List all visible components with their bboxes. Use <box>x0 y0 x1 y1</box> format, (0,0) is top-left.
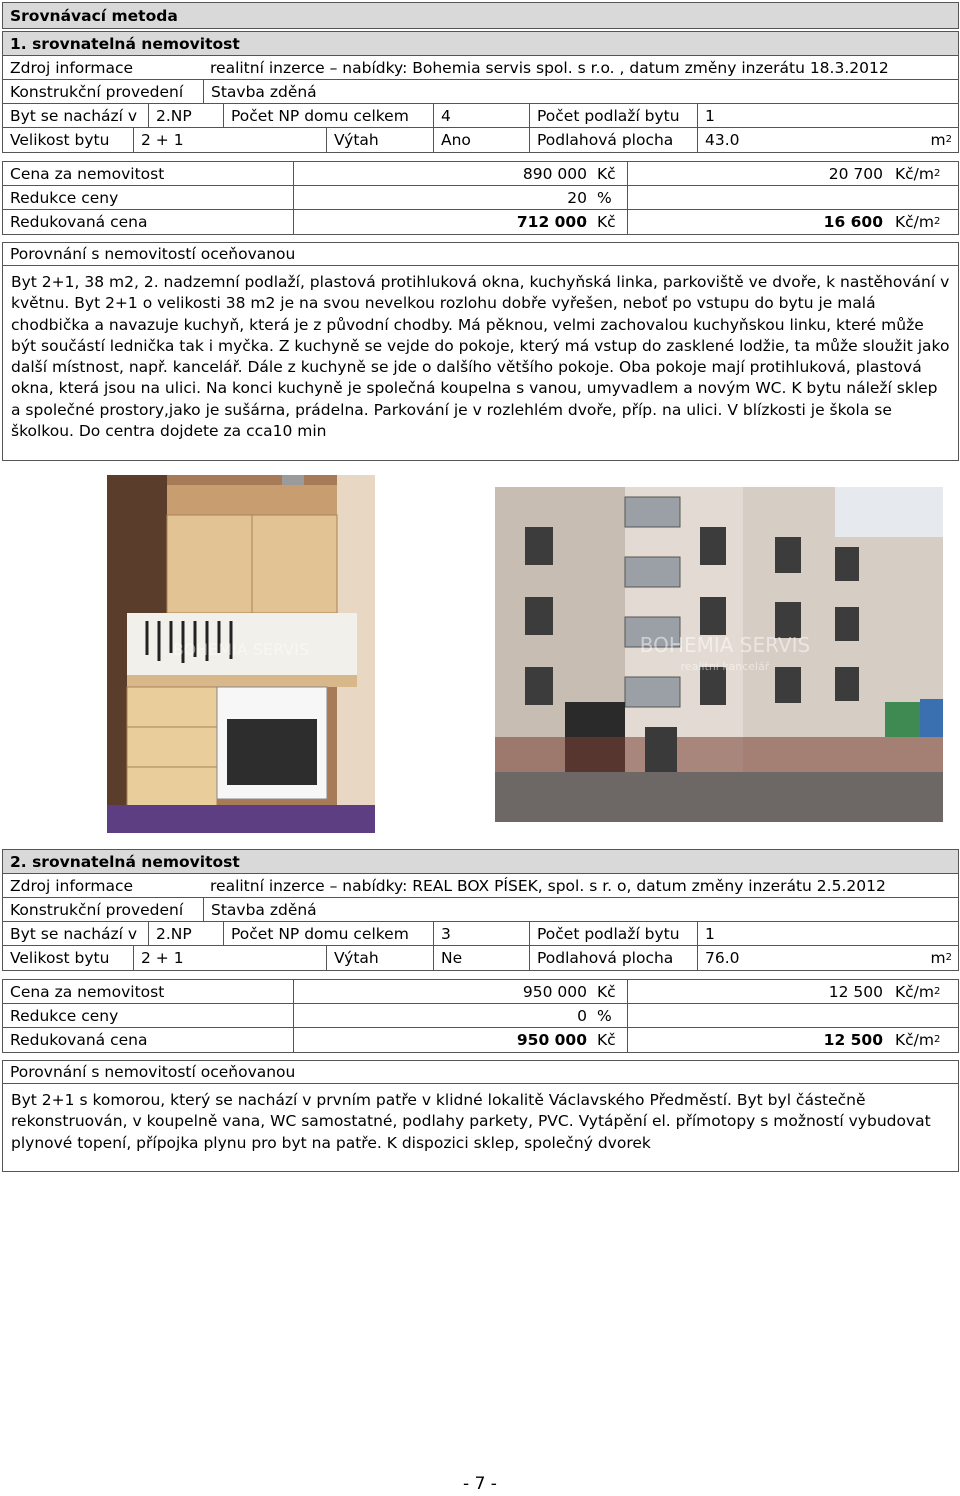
percent-label: % <box>597 188 612 207</box>
property-2-price-per-m2: 12 500 <box>627 980 889 1003</box>
property-1-reduced-price: 712 000 <box>293 210 593 234</box>
percent-label: % <box>597 1006 612 1025</box>
property-1-size-row <box>2 128 959 153</box>
comparison-label: Porovnání s nemovitostí oceňovanou <box>10 245 296 263</box>
comparison-label: Porovnání s nemovitostí oceňovanou <box>10 1063 296 1081</box>
property-1-title-row <box>2 31 959 56</box>
property-1-reduced-price-per-m2: 16 600 <box>627 210 889 234</box>
currency-label: Kč <box>597 164 616 183</box>
construction-label: Konstrukční provedení <box>10 82 184 101</box>
property-1-source: realitní inzerce – nabídky: Bohemia servis spol. s r.o. , datum změny inzerátu 18.3.2012 <box>210 58 889 77</box>
property-1-description-text: Byt 2+1, 38 m2, 2. nadzemní podlaží, plastová protihluková okna, kuchyňská linka, parkoviště ve dvoře, k nastěhování v květnu. Byt 2+1 o velikosti 38 m2 je na svou nevelkou rozlohu dobře vyřešen, neboť po vstupu do bytu je malá chodbička a navazuje kuchyň, která je z původní chodby. Má pěknou, velmi zachovalou kuchyňskou linku, které může být součástí lednička tak i myčka. Z kuchyně se vejde do pokoje, který má vstup do zasklené lodžie, ta může sloužit jako další místnost, např. kancelář. Dále z kuchyně se jde o dalšího většího pokoje. Oba pokoje mají protihluková, plastová okna, která jsou na ulici. Na konci kuchyně je společná koupelna s vanou, umyvadlem a novým WC. K bytu náleží sklep a společné prostory,jako je sušárna, prádelna. Parkování je v rozlehlém dvoře, příp. na ulici. V blízkosti je škola se školkou. Do centra dojdete za cca10 min <box>11 273 950 441</box>
property-2-comparison-row <box>2 1060 959 1084</box>
per-m2-unit: Kč/m 2 <box>895 982 941 1001</box>
property-2-reduction: 0 <box>293 1004 593 1027</box>
property-1-source-row <box>2 56 959 80</box>
property-2-construction: Stavba zděná <box>203 898 323 921</box>
property-2-size-row <box>2 946 959 971</box>
per-m2-unit: Kč/m 2 <box>895 164 941 183</box>
property-2-title-row <box>2 849 959 874</box>
property-2-size: 2 + 1 <box>133 946 326 970</box>
floors-total-label: Počet NP domu celkem <box>223 104 433 127</box>
apartment-floors-label: Počet podlaží bytu <box>529 104 697 127</box>
property-2-construction-row <box>2 898 959 922</box>
reduced-price-label: Redukovaná cena <box>10 1031 148 1049</box>
property-1-description <box>2 266 959 461</box>
floor-located-label: Byt se nachází v <box>10 106 138 125</box>
property-1-floor-area: 43.0 <box>697 128 857 152</box>
area-unit: m 2 <box>930 949 952 967</box>
property-2-floor-area: 76.0 <box>697 946 857 970</box>
property-2-description <box>2 1084 959 1172</box>
property-2-title: 2. srovnatelná nemovitost <box>10 852 240 871</box>
property-1-title: 1. srovnatelná nemovitost <box>10 34 240 53</box>
property-1-construction: Stavba zděná <box>203 80 323 103</box>
property-2-floor-located: 2.NP <box>148 922 223 945</box>
property-2-reduced-price: 950 000 <box>293 1028 593 1052</box>
price-label: Cena za nemovitost <box>10 982 165 1001</box>
property-1-price: 890 000 <box>293 162 593 185</box>
property-1-reduction-row <box>2 186 959 210</box>
method-title: Srovnávací metoda <box>10 6 178 25</box>
property-1-size: 2 + 1 <box>133 128 326 152</box>
kitchen-photo <box>107 475 375 833</box>
size-label: Velikost bytu <box>10 949 110 967</box>
property-2-source: realitní inzerce – nabídky: REAL BOX PÍSEK, spol. s r. o, datum změny inzerátu 2.5.2012 <box>210 876 886 895</box>
size-label: Velikost bytu <box>10 131 110 149</box>
kitchen-photo-watermark: BOHEMIA SERVIS <box>172 640 310 659</box>
empty-cell <box>627 1004 958 1027</box>
reduced-price-label: Redukovaná cena <box>10 213 148 231</box>
building-photo <box>495 487 943 822</box>
per-m2-unit: Kč/m 2 <box>895 213 941 231</box>
property-2-elevator: Ne <box>433 946 529 970</box>
currency-label: Kč <box>597 982 616 1001</box>
area-unit: m 2 <box>930 131 952 149</box>
page-number: - 7 - <box>463 1474 497 1494</box>
reduction-label: Redukce ceny <box>10 1006 119 1025</box>
property-1-price-per-m2: 20 700 <box>627 162 889 185</box>
floor-located-label: Byt se nachází v <box>10 924 138 943</box>
building-photo-watermark: BOHEMIA SERVIS <box>639 633 811 657</box>
property-2-floors-total: 3 <box>433 922 529 945</box>
currency-label: Kč <box>597 1031 616 1049</box>
property-1-apartment-floors: 1 <box>697 104 787 127</box>
elevator-label: Výtah <box>326 128 433 152</box>
per-m2-unit: Kč/m 2 <box>895 1031 941 1049</box>
construction-label: Konstrukční provedení <box>10 900 184 919</box>
source-label: Zdroj informace <box>10 876 134 895</box>
property-1-floor-row <box>2 104 959 128</box>
reduction-label: Redukce ceny <box>10 188 119 207</box>
property-1-comparison-row <box>2 242 959 266</box>
source-label: Zdroj informace <box>10 58 134 77</box>
property-2-description-text: Byt 2+1 s komorou, který se nachází v prvním patře v klidné lokalitě Václavského Předměstí. Byt byl částečně rekonstruován, v koupelně vana, WC samostatné, podlahy parkety, PVC. Vytápění el. přímotopy s možností vybudovat plynové topení, přípojka plynu pro byt na patře. K dispozici sklep, společný dvorek <box>11 1091 931 1152</box>
floors-total-label: Počet NP domu celkem <box>223 922 433 945</box>
property-2-floor-row <box>2 922 959 946</box>
property-1-elevator: Ano <box>433 128 529 152</box>
property-2-source-row <box>2 874 959 898</box>
price-label: Cena za nemovitost <box>10 164 165 183</box>
property-1-floor-located: 2.NP <box>148 104 223 127</box>
empty-cell <box>627 186 958 209</box>
property-1-floors-total: 4 <box>433 104 529 127</box>
property-2-price-row <box>2 979 959 1004</box>
building-photo-watermark-sub: realitní kancelář <box>680 660 770 673</box>
property-1-construction-row <box>2 80 959 104</box>
method-header <box>2 2 959 29</box>
floor-area-label: Podlahová plocha <box>529 128 697 152</box>
property-2-reduced-row <box>2 1028 959 1053</box>
currency-label: Kč <box>597 213 616 231</box>
property-1-reduction: 20 <box>293 186 593 209</box>
property-2-reduction-row <box>2 1004 959 1028</box>
floor-area-label: Podlahová plocha <box>529 946 697 970</box>
property-2-reduced-price-per-m2: 12 500 <box>627 1028 889 1052</box>
property-2-price: 950 000 <box>293 980 593 1003</box>
elevator-label: Výtah <box>326 946 433 970</box>
property-1-reduced-row <box>2 210 959 235</box>
property-1-price-row <box>2 161 959 186</box>
apartment-floors-label: Počet podlaží bytu <box>529 922 697 945</box>
property-2-apartment-floors: 1 <box>697 922 787 945</box>
